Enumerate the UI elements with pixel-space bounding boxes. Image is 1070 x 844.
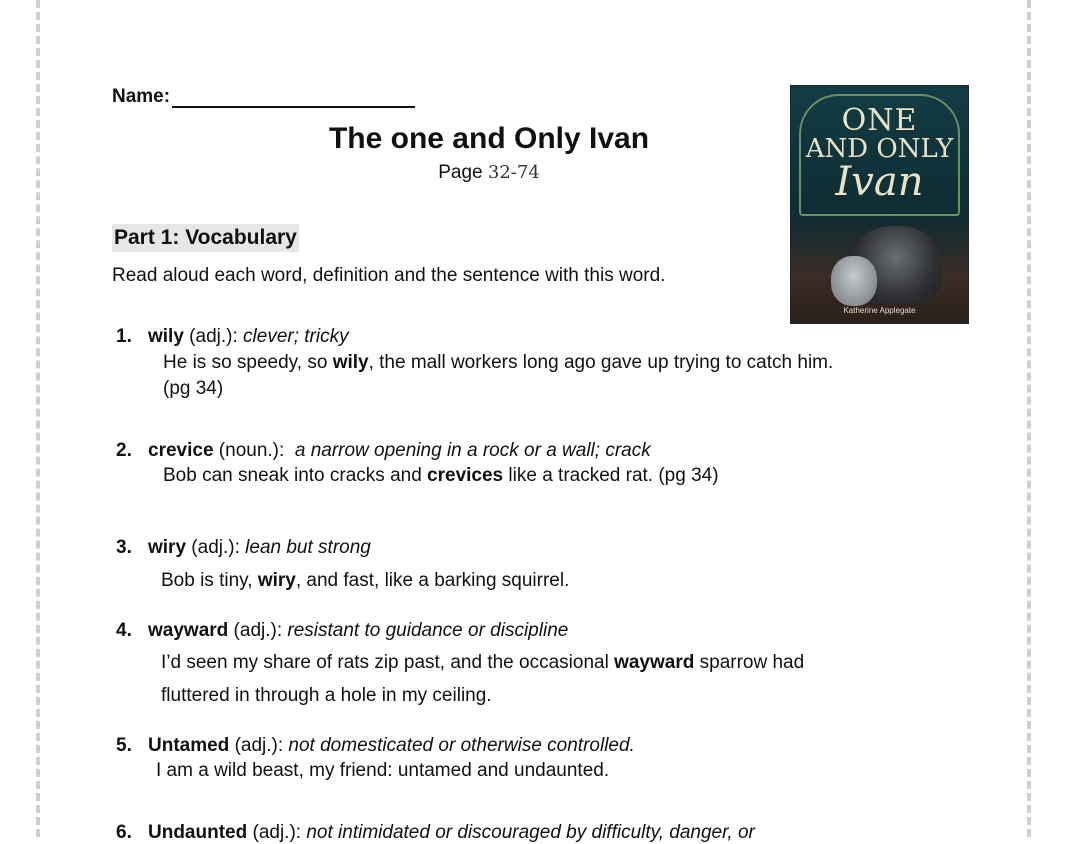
- item-number: 1.: [116, 326, 132, 347]
- definition: resistant to guidance or discipline: [287, 620, 569, 641]
- cover-author: Katherine Applegate: [843, 306, 916, 315]
- vocab-word: crevice: [148, 440, 214, 461]
- item-number: 6.: [116, 822, 132, 843]
- vocab-word: wily: [148, 326, 184, 347]
- worksheet-title: The one and Only Ivan: [328, 122, 650, 155]
- item-heading: [148, 326, 349, 348]
- page-label: Page: [438, 162, 483, 183]
- item-number: 3.: [116, 537, 132, 558]
- example-sentence: He is so speedy, so wily, the mall workers long ago gave up trying to catch him.: [163, 352, 834, 373]
- book-cover-image: [790, 85, 969, 324]
- name-label: Name:: [112, 86, 171, 107]
- page-border-left: [36, 0, 40, 837]
- part-of-speech: (adj.):: [228, 620, 288, 641]
- item-number: 4.: [116, 620, 132, 641]
- vocab-word: Untamed: [148, 735, 230, 756]
- example-sentence: I am a wild beast, my friend: untamed and undaunted.: [156, 760, 610, 781]
- example-sentence: Bob is tiny, wiry, and fast, like a barking squirrel.: [161, 570, 570, 591]
- item-heading: [148, 735, 635, 757]
- part-heading: Part 1: Vocabulary: [112, 224, 299, 252]
- example-sentence: (pg 34): [163, 378, 224, 399]
- name-field-row: [112, 86, 415, 108]
- item-heading: [148, 620, 568, 642]
- part-of-speech: (adj.):: [183, 326, 244, 347]
- part-of-speech: (noun.):: [213, 440, 295, 461]
- part-of-speech: (adj.):: [186, 537, 246, 558]
- cover-title-line1: ONE: [841, 103, 918, 138]
- cover-title: [791, 103, 968, 205]
- part-of-speech: (adj.):: [229, 735, 289, 756]
- elephant-illustration: [831, 256, 877, 306]
- cover-title-line2: AND ONLY: [805, 134, 954, 164]
- page-range-value: 32-74: [487, 162, 540, 183]
- example-sentence: I’d seen my share of rats zip past, and the occasional wayward sparrow had: [161, 652, 805, 673]
- page-border-right: [1027, 0, 1031, 837]
- item-heading: [148, 537, 371, 559]
- definition: clever; tricky: [243, 326, 349, 347]
- definition: not intimidated or discouraged by difficulty, danger, or: [306, 822, 755, 843]
- part-of-speech: (adj.):: [247, 822, 307, 843]
- item-heading: [148, 822, 755, 844]
- vocab-word: Undaunted: [148, 822, 248, 843]
- example-sentence: Bob can sneak into cracks and crevices like a tracked rat. (pg 34): [163, 465, 719, 486]
- page-range: [230, 162, 748, 184]
- vocab-word: wiry: [148, 537, 187, 558]
- definition: lean but strong: [245, 537, 371, 558]
- definition: a narrow opening in a rock or a wall; crack: [294, 440, 651, 461]
- instructions: Read aloud each word, definition and the sentence with this word.: [112, 265, 666, 286]
- example-sentence: fluttered in through a hole in my ceiling.: [161, 685, 492, 706]
- name-blank-line[interactable]: [172, 86, 415, 108]
- vocab-word: wayward: [148, 620, 229, 641]
- definition: not domesticated or otherwise controlled.: [288, 735, 635, 756]
- item-number: 5.: [116, 735, 132, 756]
- item-number: 2.: [116, 440, 132, 461]
- item-heading: [148, 440, 651, 462]
- cover-title-line3: Ivan: [835, 159, 924, 205]
